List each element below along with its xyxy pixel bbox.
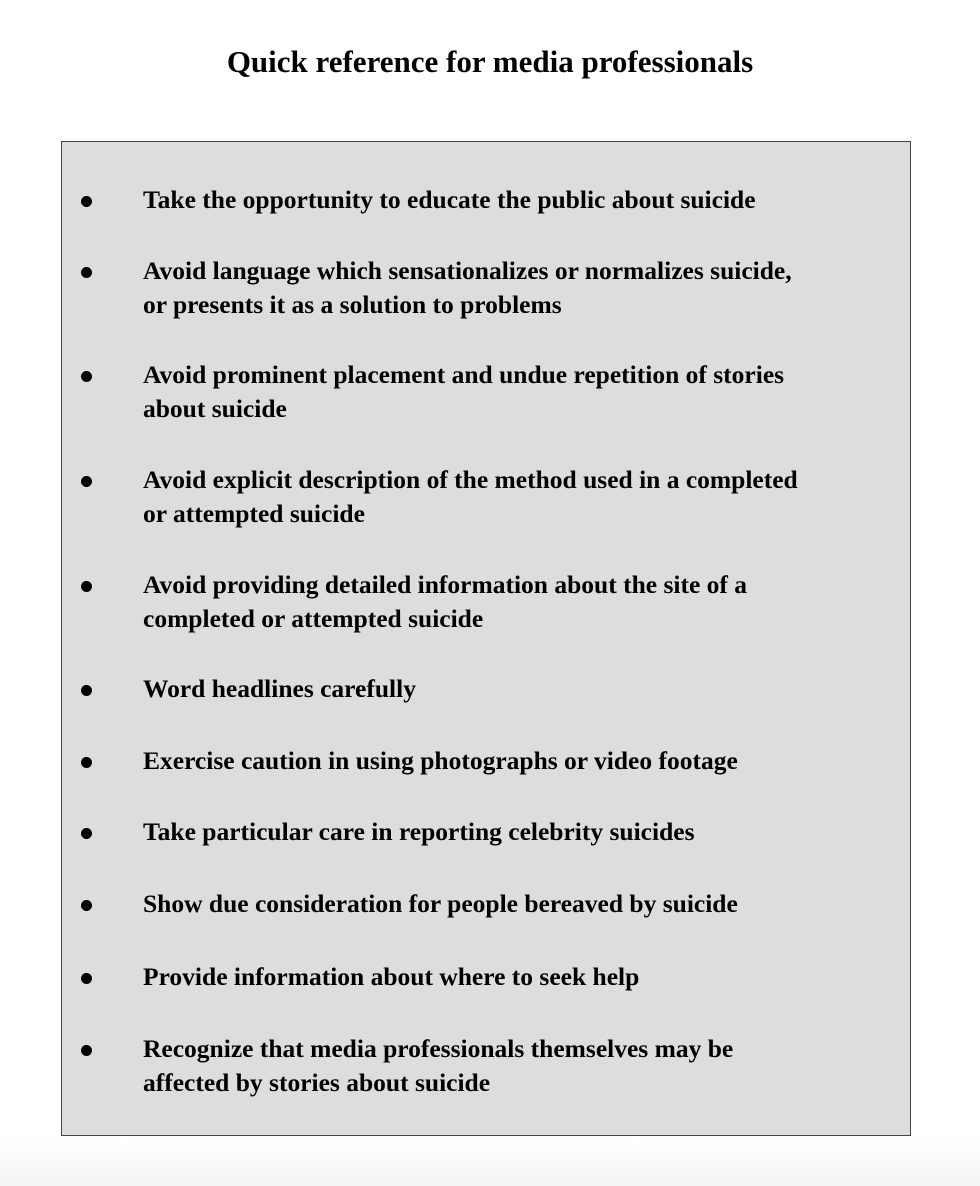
bullet-icon (81, 900, 92, 911)
list-item-line: Exercise caution in using photographs or video footage (143, 746, 738, 775)
list-item-text (143, 1032, 903, 1100)
list-item-line: Take the opportunity to educate the public about suicide (143, 185, 756, 214)
bullet-icon (81, 476, 92, 487)
list-item-text (143, 744, 903, 778)
list-item-line: about suicide (143, 394, 287, 423)
list-item-line: Avoid providing detailed information about the site of a (143, 570, 748, 599)
page-bottom-shade (0, 1138, 980, 1186)
list-item-line: Avoid explicit description of the method used in a completed (143, 465, 798, 494)
list-item-line: Take particular care in reporting celebrity suicides (143, 817, 695, 846)
bullet-icon (81, 371, 92, 382)
list-item-line: completed or attempted suicide (143, 604, 484, 633)
list-item-line: Avoid language which sensationalizes or normalizes suicide, (143, 256, 792, 285)
list-item-text (143, 254, 903, 322)
list-item-text (143, 568, 903, 636)
list-item-text (143, 815, 903, 849)
list-item-text (143, 887, 903, 921)
page-title: Quick reference for media professionals (226, 44, 754, 79)
bullet-icon (81, 581, 92, 592)
list-item-line: or presents it as a solution to problems (143, 290, 562, 319)
list-item-text (143, 183, 903, 217)
bullet-icon (81, 685, 92, 696)
bullet-icon (81, 267, 92, 278)
list-item-line: Word headlines carefully (143, 674, 416, 703)
bullet-icon (81, 196, 92, 207)
bullet-icon (81, 757, 92, 768)
list-item-text (143, 463, 903, 531)
list-item-line: affected by stories about suicide (143, 1068, 491, 1097)
list-item-line: or attempted suicide (143, 499, 365, 528)
reference-box (61, 141, 911, 1136)
bullet-icon (81, 1045, 92, 1056)
bullet-icon (81, 973, 92, 984)
list-item-line: Avoid prominent placement and undue repetition of stories (143, 360, 785, 389)
list-item-line: Show due consideration for people bereaved by suicide (143, 889, 738, 918)
list-item-text (143, 960, 903, 994)
bullet-icon (81, 828, 92, 839)
list-item-line: Provide information about where to seek help (143, 962, 640, 991)
list-item-text (143, 358, 903, 426)
list-item-line: Recognize that media professionals themselves may be (143, 1034, 734, 1063)
list-item-text (143, 672, 903, 706)
